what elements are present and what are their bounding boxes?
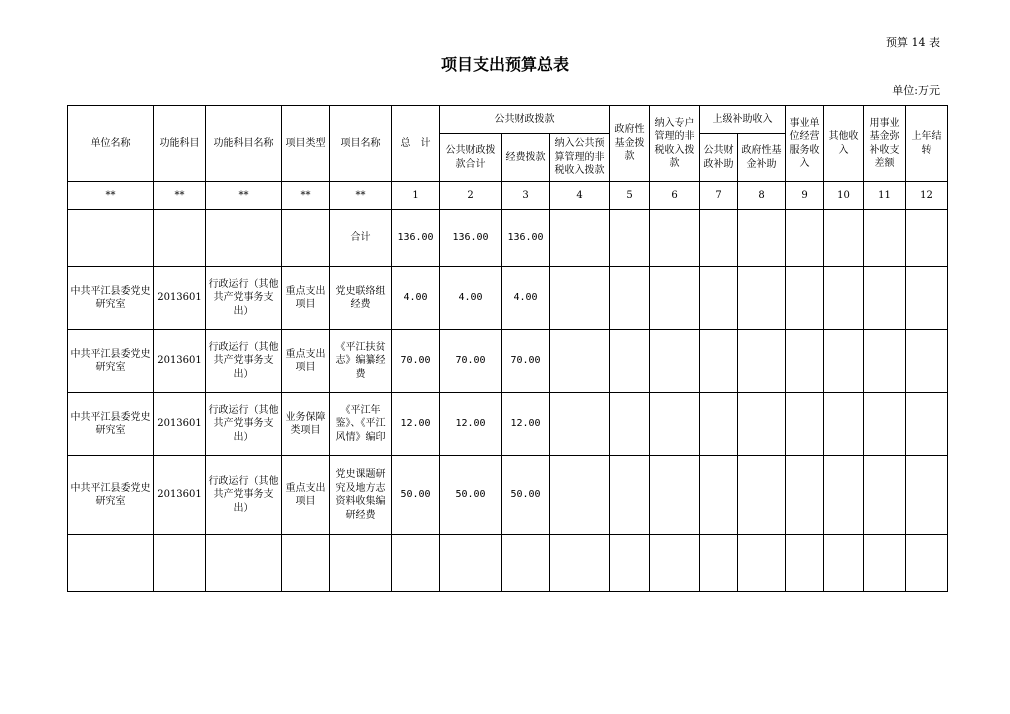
header-sup-gov-fund: 政府性基金补助 (738, 134, 786, 182)
blank-row (68, 535, 948, 592)
unit-cell: 中共平江县委党史研究室 (68, 393, 154, 456)
header-total: 总 计 (392, 106, 440, 182)
pf-funding-cell: 50.00 (502, 456, 550, 535)
header-pf-total: 公共财政拨款合计 (440, 134, 502, 182)
total-cell: 136.00 (392, 210, 440, 267)
table-row (68, 456, 948, 535)
index-cell: ** (330, 182, 392, 210)
header-pf-funding: 经费拨款 (502, 134, 550, 182)
header-func-name: 功能科目名称 (206, 106, 282, 182)
code-cell: 2013601 (154, 456, 206, 535)
func-cell: 行政运行（其他共产党事务支出） (206, 393, 282, 456)
total-cell: 4.00 (392, 267, 440, 330)
total-pf-total-cell: 136.00 (440, 210, 502, 267)
name-cell: 《平江扶贫志》编纂经费 (330, 330, 392, 393)
header-sup-public: 公共财政补助 (700, 134, 738, 182)
header-unit-name: 单位名称 (68, 106, 154, 182)
pf-funding-cell: 70.00 (502, 330, 550, 393)
header-superior: 上级补助收入 (700, 106, 786, 134)
total-label: 合计 (330, 210, 392, 267)
index-cell: 7 (700, 182, 738, 210)
page-title: 项目支出预算总表 (440, 55, 569, 74)
code-cell: 2013601 (154, 330, 206, 393)
index-cell: 8 (738, 182, 786, 210)
index-cell: 6 (650, 182, 700, 210)
table-number: 预算 14 表 (886, 36, 940, 49)
header-gov-fund: 政府性基金拨款 (610, 106, 650, 182)
table-row (68, 330, 948, 393)
index-cell: 4 (550, 182, 610, 210)
name-cell: 党史课题研究及地方志资料收集编研经费 (330, 456, 392, 535)
index-cell: ** (154, 182, 206, 210)
index-cell: 2 (440, 182, 502, 210)
index-cell: ** (68, 182, 154, 210)
pf-total-cell: 70.00 (440, 330, 502, 393)
code-cell: 2013601 (154, 393, 206, 456)
header-carryover: 上年结转 (906, 106, 948, 182)
total-cell: 70.00 (392, 330, 440, 393)
unit-cell: 中共平江县委党史研究室 (68, 267, 154, 330)
type-cell: 业务保障类项目 (282, 393, 330, 456)
index-row (68, 182, 948, 210)
name-cell: 党史联络组经费 (330, 267, 392, 330)
unit-cell: 中共平江县委党史研究室 (68, 456, 154, 535)
header-special-nontax: 纳入专户管理的非税收入拨款 (650, 106, 700, 182)
pf-funding-cell: 4.00 (502, 267, 550, 330)
index-cell: 3 (502, 182, 550, 210)
func-cell: 行政运行（其他共产党事务支出） (206, 267, 282, 330)
pf-total-cell: 50.00 (440, 456, 502, 535)
index-cell: 12 (906, 182, 948, 210)
type-cell: 重点支出项目 (282, 330, 330, 393)
header-pf-nontax: 纳入公共预算管理的非税收入拨款 (550, 134, 610, 182)
header-service-income: 事业单位经营服务收入 (786, 106, 824, 182)
unit-label: 单位:万元 (892, 84, 940, 97)
index-cell: 1 (392, 182, 440, 210)
total-cell: 12.00 (392, 393, 440, 456)
table-row (68, 393, 948, 456)
index-cell: ** (282, 182, 330, 210)
type-cell: 重点支出项目 (282, 267, 330, 330)
index-cell: 11 (864, 182, 906, 210)
index-cell: 5 (610, 182, 650, 210)
type-cell: 重点支出项目 (282, 456, 330, 535)
func-cell: 行政运行（其他共产党事务支出） (206, 456, 282, 535)
header-fund-balance: 用事业基金弥补收支差额 (864, 106, 906, 182)
header-public-finance: 公共财政拨款 (440, 106, 610, 134)
total-cell: 50.00 (392, 456, 440, 535)
pf-funding-cell: 12.00 (502, 393, 550, 456)
pf-total-cell: 12.00 (440, 393, 502, 456)
index-cell: 10 (824, 182, 864, 210)
index-cell: 9 (786, 182, 824, 210)
total-pf-funding-cell: 136.00 (502, 210, 550, 267)
name-cell: 《平江年鉴》、《平江风情》编印 (330, 393, 392, 456)
total-row (68, 210, 948, 267)
pf-total-cell: 4.00 (440, 267, 502, 330)
func-cell: 行政运行（其他共产党事务支出） (206, 330, 282, 393)
unit-cell: 中共平江县委党史研究室 (68, 330, 154, 393)
header-proj-type: 项目类型 (282, 106, 330, 182)
code-cell: 2013601 (154, 267, 206, 330)
table-row (68, 267, 948, 330)
header-func-code: 功能科目 (154, 106, 206, 182)
header-proj-name: 项目名称 (330, 106, 392, 182)
header-other-income: 其他收入 (824, 106, 864, 182)
index-cell: ** (206, 182, 282, 210)
budget-table (67, 105, 948, 592)
